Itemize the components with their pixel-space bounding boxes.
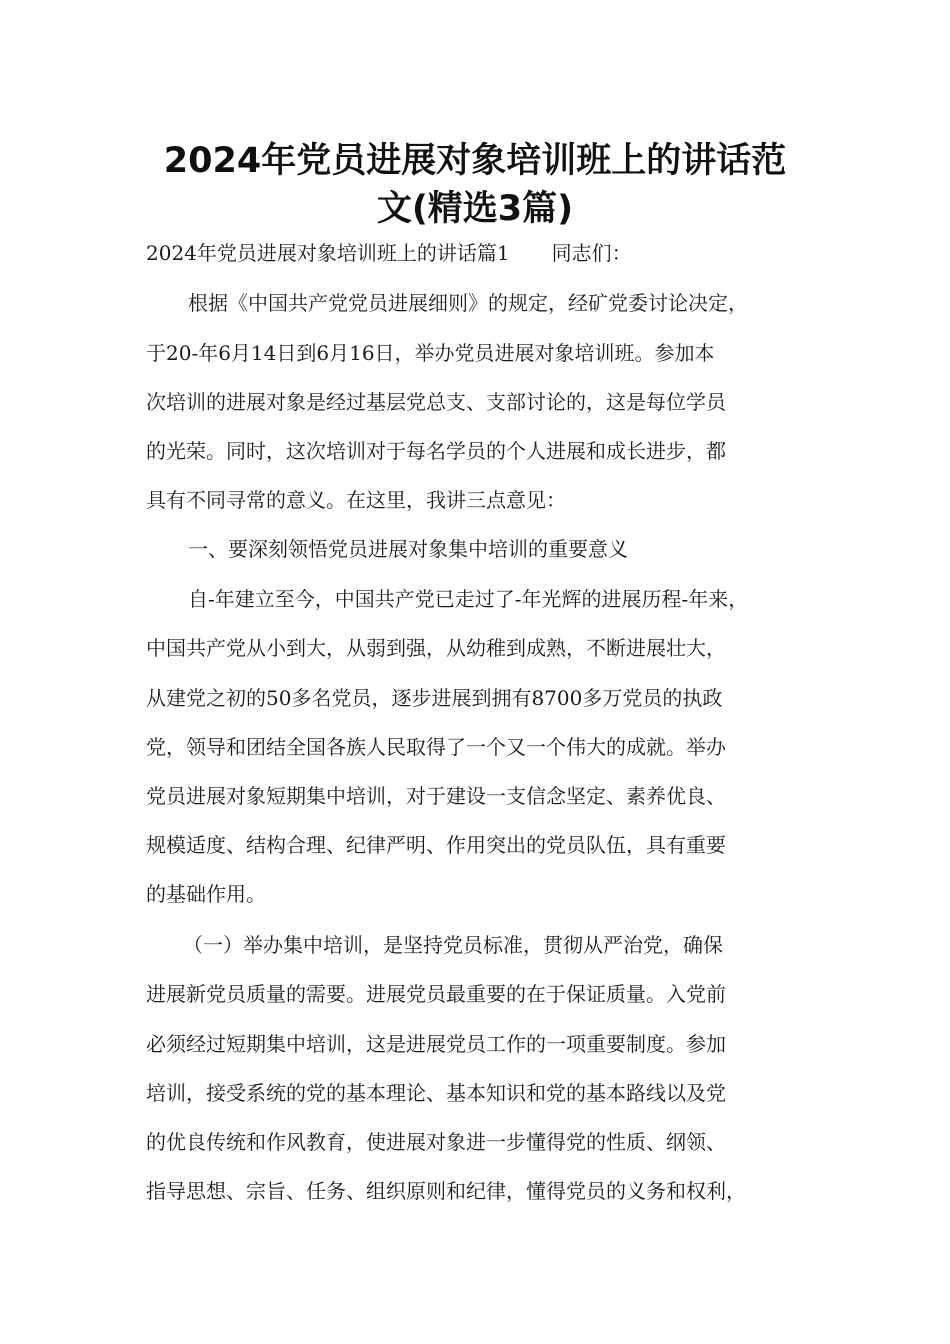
paragraph-line: 于20-年6月14日到6月16日，举办党员进展对象培训班。参加本 (146, 341, 715, 365)
paragraph-line: 次培训的进展对象是经过基层党总支、支部讨论的，这是每位学员 (146, 390, 726, 414)
paragraph-line: 的基础作用。 (146, 882, 266, 906)
paragraph-line: 必须经过短期集中培训，这是进展党员工作的一项重要制度。参加 (146, 1032, 726, 1056)
subheading: 2024年党员进展对象培训班上的讲话篇1 (146, 241, 510, 265)
paragraph-line: 具有不同寻常的意义。在这里，我讲三点意见： (146, 488, 566, 512)
paragraph-line: 进展新党员质量的需要。进展党员最重要的在于保证质量。入党前 (146, 982, 726, 1006)
paragraph-line: 党员进展对象短期集中培训，对于建设一支信念坚定、素养优良、 (146, 784, 726, 808)
paragraph-line: 党，领导和团结全国各族人民取得了一个又一个伟大的成就。举办 (146, 735, 726, 759)
paragraph-line: 培训，接受系统的党的基本理论、基本知识和党的基本路线以及党 (146, 1081, 726, 1105)
paragraph-line: 中国共产党从小到大，从弱到强，从幼稚到成熟，不断进展壮大， (146, 636, 726, 660)
paragraph-line: 自-年建立至今，中国共产党已走过了-年光辉的进展历程-年来， (188, 587, 749, 611)
paragraph-line: 从建党之初的50多名党员，逐步进展到拥有8700多万党员的执政 (146, 686, 723, 710)
paragraph-line: 规模适度、结构合理、纪律严明、作用突出的党员队伍，具有重要 (146, 833, 726, 857)
paragraph-line: 指导思想、宗旨、任务、组织原则和纪律，懂得党员的义务和权利， (146, 1179, 746, 1203)
section-heading: 一、要深刻领悟党员进展对象集中培训的重要意义 (188, 537, 628, 561)
subheading-row (146, 240, 816, 266)
paragraph-line: 的光荣。同时，这次培训对于每名学员的个人进展和成长进步，都 (146, 439, 726, 463)
document-title-line-2: 文(精选3篇) (376, 189, 574, 229)
paragraph-line: （一）举办集中培训，是坚持党员标准，贯彻从严治党，确保 (183, 933, 723, 957)
paragraph-line: 根据《中国共产党党员进展细则》的规定，经矿党委讨论决定， (188, 291, 748, 315)
paragraph-line: 的优良传统和作风教育，使进展对象进一步懂得党的性质、纲领、 (146, 1130, 726, 1154)
salutation: 同志们： (551, 241, 632, 265)
document-title-line-1: 2024年党员进展对象培训班上的讲话范 (163, 141, 787, 181)
